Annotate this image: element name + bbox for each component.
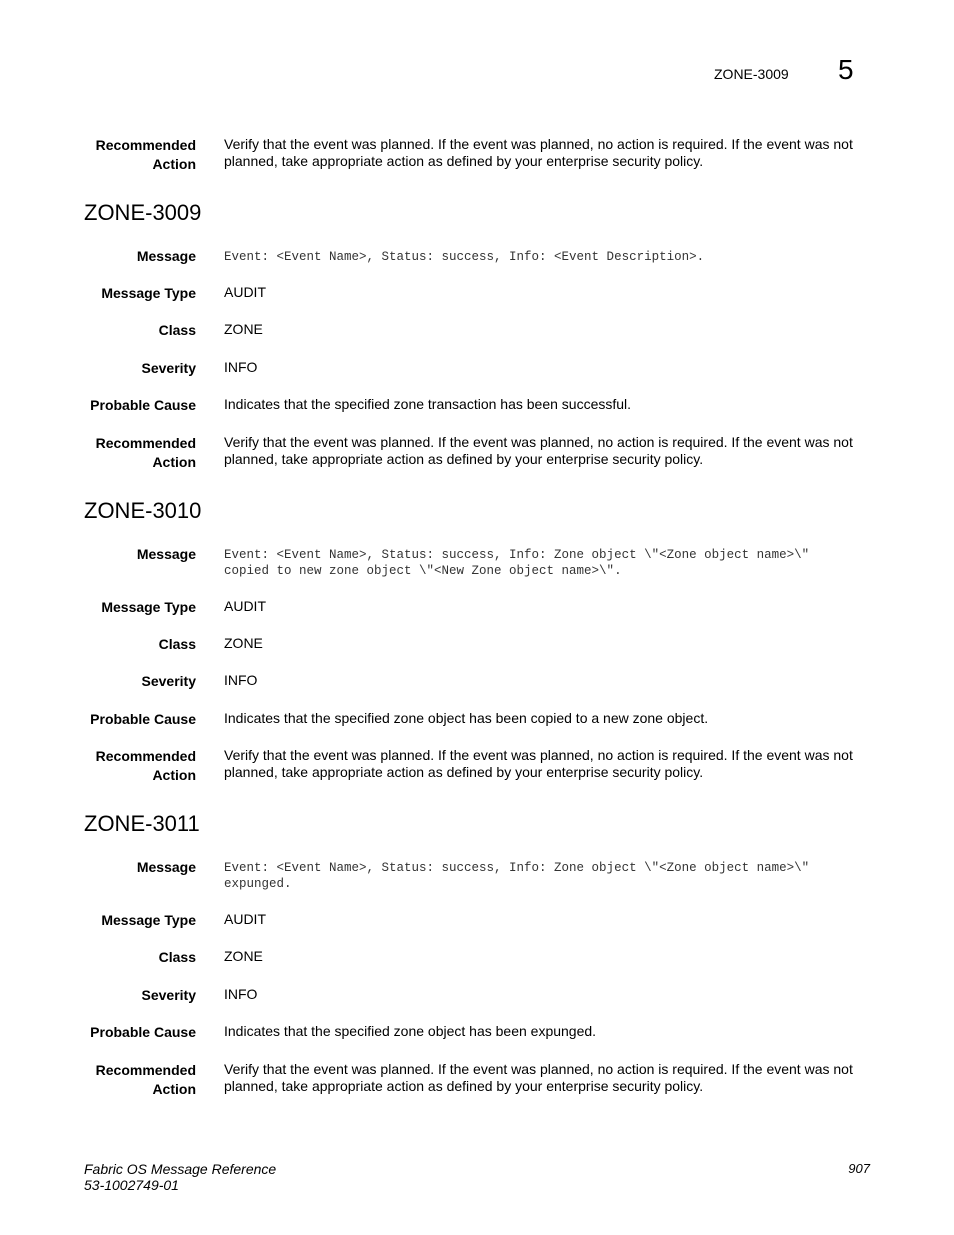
message-text: Event: <Event Name>, Status: success, Info: Zone object \"<Zone object name>\" expunged. bbox=[224, 861, 810, 891]
probable-cause-label: Probable Cause bbox=[90, 1024, 196, 1040]
class-value: ZONE bbox=[224, 321, 263, 337]
class-label: Class bbox=[158, 949, 196, 965]
message-type-value: AUDIT bbox=[224, 598, 266, 614]
class-value: ZONE bbox=[224, 635, 263, 651]
chapter-number: 5 bbox=[838, 54, 854, 85]
severity-value: INFO bbox=[224, 986, 258, 1002]
recommended-label: Recommended bbox=[95, 137, 196, 153]
message-type-label: Message Type bbox=[101, 912, 196, 928]
severity-label: Severity bbox=[141, 673, 196, 689]
severity-value: INFO bbox=[224, 672, 258, 688]
class-value: ZONE bbox=[224, 948, 263, 964]
class-label: Class bbox=[158, 322, 196, 338]
severity-label: Severity bbox=[141, 360, 196, 376]
probable-cause-label: Probable Cause bbox=[90, 397, 196, 413]
probable-cause-text: Indicates that the specified zone object has been expunged. bbox=[224, 1023, 597, 1039]
message-label: Message bbox=[136, 859, 196, 875]
message-type-value: AUDIT bbox=[224, 911, 266, 927]
recommended-label: Recommended bbox=[95, 1062, 196, 1078]
message-text: Event: <Event Name>, Status: success, Info: <Event Description>. bbox=[224, 250, 705, 264]
footer-doc-number: 53-1002749-01 bbox=[84, 1177, 179, 1193]
recommended-label: Recommended bbox=[95, 748, 196, 764]
section-heading: ZONE-3009 bbox=[84, 200, 202, 225]
footer-doc-title: Fabric OS Message Reference bbox=[84, 1161, 277, 1177]
recommended-action-text: Verify that the event was planned. If the event was planned, no action is required. If the event was not planned, take appropriate action as defined by your enterprise security policy. bbox=[224, 136, 853, 169]
action-label: Action bbox=[152, 454, 196, 470]
page-number: 907 bbox=[848, 1161, 870, 1176]
action-label: Action bbox=[152, 767, 196, 783]
running-header-title: ZONE-3009 bbox=[714, 66, 789, 82]
message-label: Message bbox=[136, 546, 196, 562]
message-type-label: Message Type bbox=[101, 285, 196, 301]
severity-label: Severity bbox=[141, 987, 196, 1003]
recommended-action-text: Verify that the event was planned. If the event was planned, no action is required. If the event was not planned, take appropriate action as defined by your enterprise security policy. bbox=[224, 434, 853, 467]
recommended-action-text: Verify that the event was planned. If the event was planned, no action is required. If the event was not planned, take appropriate action as defined by your enterprise security policy. bbox=[224, 1061, 853, 1094]
message-type-value: AUDIT bbox=[224, 284, 266, 300]
probable-cause-text: Indicates that the specified zone transaction has been successful. bbox=[224, 396, 632, 412]
message-text: Event: <Event Name>, Status: success, Info: Zone object \"<Zone object name>\" copied to new zone object \"<New Zone object name>\". bbox=[224, 548, 810, 578]
section-heading: ZONE-3011 bbox=[84, 811, 200, 836]
severity-value: INFO bbox=[224, 359, 258, 375]
probable-cause-label: Probable Cause bbox=[90, 711, 196, 727]
action-label: Action bbox=[152, 156, 196, 172]
recommended-action-text: Verify that the event was planned. If the event was planned, no action is required. If the event was not planned, take appropriate action as defined by your enterprise security policy. bbox=[224, 747, 853, 780]
message-type-label: Message Type bbox=[101, 599, 196, 615]
footer-doc-info bbox=[84, 1161, 276, 1193]
recommended-label: Recommended bbox=[95, 435, 196, 451]
action-label: Action bbox=[152, 1081, 196, 1097]
message-label: Message bbox=[136, 248, 196, 264]
section-heading: ZONE-3010 bbox=[84, 498, 202, 523]
probable-cause-text: Indicates that the specified zone object has been copied to a new zone object. bbox=[224, 710, 709, 726]
class-label: Class bbox=[158, 636, 196, 652]
